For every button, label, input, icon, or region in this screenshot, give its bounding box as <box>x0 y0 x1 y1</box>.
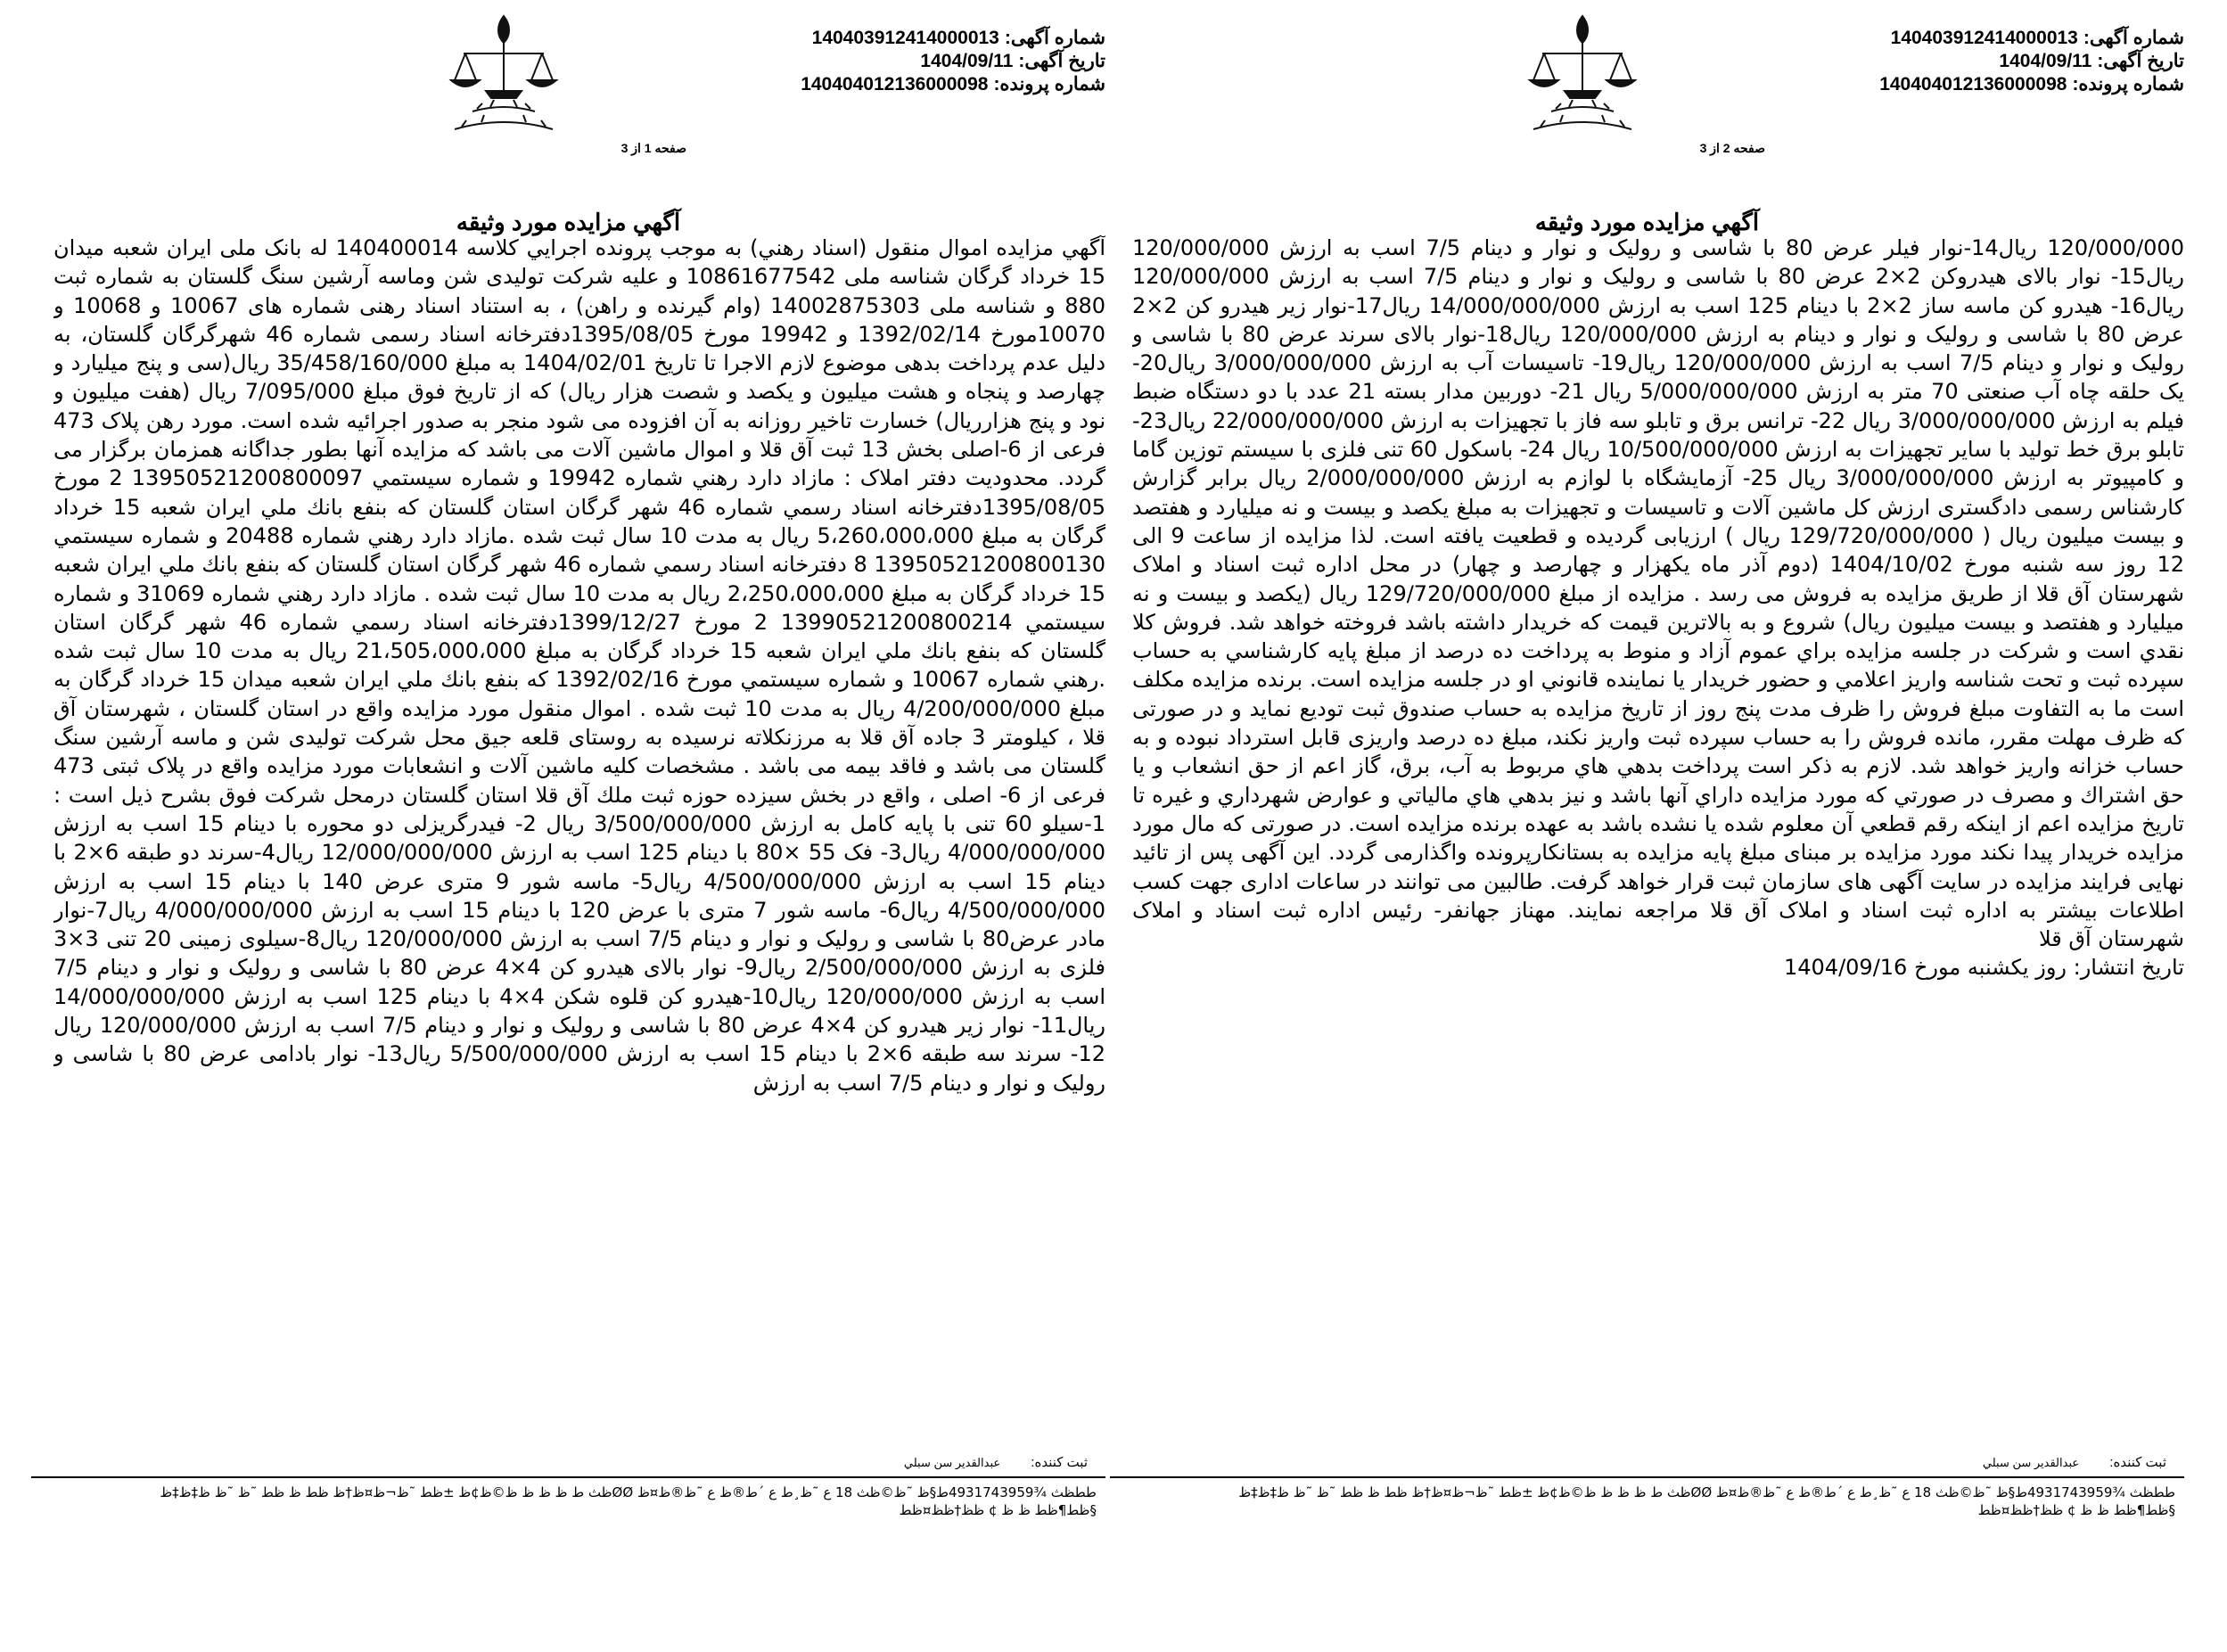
footer-divider <box>1110 1476 2184 1478</box>
page-number: صفحه 1 از 3 <box>620 141 686 155</box>
file-number-label: شماره پرونده: <box>2072 74 2184 95</box>
encoded-footer-line-2: §ظط¶ظط ظ ظ ¢ ظظ†ظظ¤ظط <box>1977 1502 2175 1518</box>
encoded-footer-line-1: ططظث ¾4931743959ط§ظ ˜ظ©ظث 18 ع ˜ظ¸ط ع ´ط®ظ ع ˜ظ®ظ¤ظ ØØظث ط ظ ظ ظ ظ©ظ¢ظ ±ظط ˜ظ¬ظ¤ظ†ظ ظط ظ ظط ˜ظ ˜ظ ظ‡ظ‡ظ <box>1238 1484 2175 1500</box>
publish-date: تاریخ انتشار: روز یکشنبه مورخ 1404/09/16 <box>1783 955 2184 981</box>
notice-date: 1404/09/11 <box>1999 51 2092 71</box>
notice-page-2 <box>1110 0 2184 1652</box>
signer-label: ثبت کننده: <box>1031 1455 1088 1470</box>
notice-body <box>53 234 1105 1097</box>
file-number-label: شماره پرونده: <box>993 74 1105 95</box>
encoded-footer <box>31 1484 1105 1519</box>
page-footer <box>1110 1453 2184 1519</box>
page-footer <box>31 1453 1105 1519</box>
page-header <box>1110 27 2184 160</box>
notice-page-1 <box>31 0 1105 1652</box>
notice-body <box>1132 234 2184 982</box>
judiciary-emblem-icon <box>437 9 571 147</box>
encoded-footer-line-1: ططظث ¾4931743959ط§ظ ˜ظ©ظث 18 ع ˜ظ¸ط ع ´ط®ظ ع ˜ظ®ظ¤ظ ØØظث ط ظ ظ ظ ظ©ظ¢ظ ±ظط ˜ظ¬ظ¤ظ†ظ ظط ظ ظط ˜ظ ˜ظ ظ‡ظ‡ظ <box>160 1484 1097 1500</box>
signer-label: ثبت کننده: <box>2109 1455 2166 1470</box>
notice-date-label: تاریخ آگهی: <box>2097 51 2184 71</box>
file-number: 140404012136000098 <box>801 74 989 95</box>
page-number: صفحه 2 از 3 <box>1699 141 1765 155</box>
notice-meta <box>1810 27 2184 96</box>
notice-number-label: شماره آگهی: <box>1004 28 1105 48</box>
notice-date-label: تاریخ آگهی: <box>1018 51 1105 71</box>
page-header <box>31 27 1105 160</box>
notice-meta <box>731 27 1105 96</box>
notice-title: آگهي مزايده مورد وثيقه <box>456 209 681 235</box>
encoded-footer-line-2: §ظط¶ظط ظ ظ ¢ ظظ†ظظ¤ظط <box>899 1502 1097 1518</box>
signer-line <box>1110 1453 2184 1473</box>
judiciary-emblem-icon <box>1516 9 1649 147</box>
encoded-footer <box>1110 1484 2184 1519</box>
notice-number-label: شماره آگهی: <box>2083 28 2184 48</box>
notice-title: آگهي مزايده مورد وثيقه <box>1534 209 1760 235</box>
footer-divider <box>31 1476 1105 1478</box>
signer-name: عبدالقدير سن سبلي <box>903 1456 1001 1469</box>
notice-body-text: آگهي مزايده اموال منقول (اسناد رهني) به موجب پرونده اجرايي كلاسه 140400014 له بانک ملی ايران شعبه ميدان 15 خرداد گرگان شناسه ملی 10861677542 و علیه شركت توليدی شن وماسه آرشين سنگ گلستان به شماره ثبت 880 و شناسه ملی 14002875303 (وام گیرنده و راهن) ، به استناد اسناد رهنی شماره های 10067 و 10068 و 10070مورخ 1392/02/14 و 19942 مورخ 1395/08/05دفترخانه اسناد رسمی شماره 46 شهرگرگان گلستان، به دلیل عدم پرداخت بدهی موضوع لازم الاجرا تا تاریخ 1404/02/01 به مبلغ 35/458/160/000 ریال(سی و پنج میلیارد و چهارصد و پنجاه و هشت میلیون و یکصد و شصت هزار ریال) که از تاریخ فوق مبلغ 7/095/000 ریال (هفت میلیون و نود و پنج هزارریال) خسارت تاخیر روزانه به آن افزوده می شود منجر به صدور اجرائیه شده است. مورد رهن پلاک 473 فرعی از 6-اصلی بخش 13 ثبت آق قلا و اموال ماشین آلات می باشد که مزایده آنها بطور جداگانه همزمان برگزار می گردد. محدوديت دفتر املاک : مازاد دارد رهني شماره 19942 و شماره سيستمي 13950521200800097 2 مورخ 1395/08/05دفترخانه اسناد رسمي شماره 46 شهر گرگان استان گلستان كه بنفع بانك ملي ايران شعبه 15 خرداد گرگان به مبلغ 5،260،000،000 ريال به مدت 10 سال ثبت شده .مازاد دارد رهني شماره 20488 و شماره سيستمي 13950521200800130 8 دفترخانه اسناد رسمي شماره 46 شهر گرگان استان گلستان كه بنفع بانك ملي ايران شعبه 15 خرداد گرگان به مبلغ 2،250،000،000 ريال به مدت 10 سال ثبت شده . مازاد دارد رهني شماره 31069 و شماره سيستمي 13990521200800214 2 مورخ 1399/12/27دفترخانه اسناد رسمي شماره 46 شهر گرگان استان گلستان كه بنفع بانك ملي ايران شعبه 15 خرداد گرگان به مبلغ 21،505،000،000 ريال به مدت 10 سال ثبت شده .رهني شماره 10067 و شماره سيستمي مورخ 1392/02/16 كه بنفع بانك ملي ايران شعبه ميدان 15 خرداد گرگان به مبلغ 4/200/000/000 ريال به مدت 10 ثبت شده . اموال منقول مورد مزایده واقع در استان گلستان ، شهرستان آق قلا ، کیلومتر 3 جاده آق قلا به مرزنکلاته نرسیده به روستای قلعه جیق محل شرکت تولیدی شن و ماسه آرشین سنگ گلستان می باشد و فاقد بیمه می باشد . مشخصات کلیه ماشین آلات و انشعابات مورد مزایده واقع در پلاک ثبتی 473 فرعی از 6- اصلی ، واقع در بخش سیزده حوزه ثبت ملك آق قلا استان گلستان درمحل شرکت فوق بشرح ذیل است : 1-سیلو 60 تنی با پایه کامل به ارزش 3/500/000/000 ریال 2- فیدرگریزلی دو محوره با دینام 15 اسب به ارزش 4/000/000/000 ریال3- فک 55 ×80 با دینام 125 اسب به ارزش 12/000/000/000 ریال4-سرند دو طبقه 6×2 با دینام 15 اسب به ارزش 4/500/000/000 ریال5- ماسه شور 9 متری عرض 140 با دینام 15 اسب به ارزش 4/500/000/000 ریال6- ماسه شور 7 متری با عرض 120 با دینام 15 اسب به ارزش 4/000/000/000 ریال7-نوار مادر عرض80 با شاسی و رولیک و نوار و دینام 7/5 اسب به ارزش 120/000/000 ریال8-سیلوی زمینی 20 تنی 3×3 فلزی به ارزش 2/500/000/000 ریال9- نوار بالای هیدرو کن 4×4 عرض 80 با شاسی و رولیک و نوار و دینام 7/5 اسب به ارزش 120/000/000 ریال10-هیدرو کن قلوه شکن 4×4 با دینام 125 اسب به ارزش 14/000/000/000 ریال11- نوار زیر هیدرو کن 4×4 عرض 80 با شاسی و رولیک و نوار و دینام 7/5 اسب به ارزش 120/000/000 ریال 12- سرند سه طبقه 6×2 با دینام 15 اسب به ارزش 5/500/000/000 ریال13- نوار بادامی عرض 80 با شاسی و رولیک و نوار و دینام 7/5 اسب به ارزش <box>53 235 1105 1096</box>
signer-line <box>31 1453 1105 1473</box>
notice-body-text: 120/000/000 ريال14-نوار فيلر عرض 80 با شاسی و رولیک و نوار و دینام 7/5 اسب به ارزش 120/000/000 ريال15- نوار بالای هیدروکن 2×2 عرض 80 با شاسی و رولیک و نوار و دینام 7/5 اسب به ارزش 120/000/000 ريال16- هیدرو کن ماسه ساز 2×2 با دینام 125 اسب به ارزش 14/000/000/000 ريال17-نوار زیر هیدرو کن 2×2 عرض 80 با شاسی و رولیک و نوار و دینام به ارزش 120/000/000 ريال18-نوار بالای سرند عرض 80 با شاسی و رولیک و نوار و دینام 7/5 اسب به ارزش 120/000/000 ريال19- تاسیسات آب به ارزش 3/000/000/000 ريال20- یک حلقه چاه آب صنعتی 70 متر به ارزش 5/000/000/000 ريال 21- دوربین مدار بسته 21 عدد با دو دستگاه ضبط فیلم به ارزش 3/000/000/000 ريال 22- ترانس برق و تابلو سه فاز با تجهیزات به ارزش 22/000/000/000 ريال23- تابلو برق خط تولید با سایر تجهیزات به ارزش 10/500/000/000 ريال 24- باسکول 60 تنی فلزی با سیستم توزین گاما و کامپیوتر به ارزش 3/000/000/000 ريال 25- آزمایشگاه با لوازم به ارزش 2/000/000/000 ريال برابر گزارش کارشناس رسمی دادگستری ارزش کل ماشین آلات و تاسیسات و تجهیزات به مبلغ یکصد و بیست و نه میلیارد و هفتصد و بیست میلیون ریال ( 129/720/000/000 ریال ) ارزیابی گردیده و قطعیت یافته است. لذا مزایده از ساعت 9 الی 12 روز سه شنبه مورخ 1404/10/02 (دوم آذر ماه یکهزار و چهارصد و چهار) در محل اداره ثبت اسناد و املاک شهرستان آق قلا از طریق مزایده به فروش می رسد . مزایده از مبلغ 129/720/000/000 ریال (یکصد و بیست و نه میلیارد و هفتصد و بیست میلیون ریال) شروع و به بالاترين قيمت كه خريدار داشته باشد فروخته خواهد شد. فروش كلا نقدي است و شركت در جلسه مزايده براي عموم آزاد و منوط به پرداخت ده درصد از مبلغ پايه كارشناسي به حساب سپرده ثبت و تحت شناسه واريز اعلامي و حضور خريدار يا نماينده قانوني او در جلسه مزايده است. برنده مزايده مكلف است ما به التفاوت مبلغ فروش را ظرف مدت پنج روز از تاريخ مزايده به حساب صندوق ثبت توديع نمايد و در صورتی که ظرف مهلت مقرر، مانده فروش را به حساب سپرده ثبت واریز نکند، مبلغ ده درصد واریزی قابل استرداد نبوده و به حساب خزانه واریز خواهد شد. لازم به ذكر است پرداخت بدهي هاي مربوط به آب، برق، گاز اعم از حق انشعاب و يا حق اشتراك و مصرف در صورتي كه مورد مزايده داراي آنها باشد و نيز بدهي هاي مالياتي و عوارض شهرداري و غيره تا تاريخ مزايده اعم از اينكه رقم قطعي آن معلوم شده يا نشده باشد به عهده برنده مزايده است. در صورتی که مال مورد مزایده خریدار پیدا نکند مورد مزایده بر مبنای مبلغ پایه مزایده به بستانکارپرونده واگذارمی گردد. این آگهی پس از تائید نهایی فرایند مزایده در سایت آگهی های سازمان ثبت قرار خواهد گرفت. طالبین می توانند در ساعات اداری جهت کسب اطلاعات بیشتر به اداره ثبت اسناد و املاک آق قلا مراجعه نمایند. مهناز جهانفر- رئیس اداره ثبت اسناد و املاک شهرستان آق قلا <box>1132 235 2184 952</box>
notice-number: 140403912414000013 <box>811 28 999 48</box>
file-number: 140404012136000098 <box>1879 74 2067 95</box>
notice-number: 140403912414000013 <box>1890 28 2078 48</box>
signer-name: عبدالقدير سن سبلي <box>1982 1456 2080 1469</box>
notice-date: 1404/09/11 <box>920 51 1014 71</box>
